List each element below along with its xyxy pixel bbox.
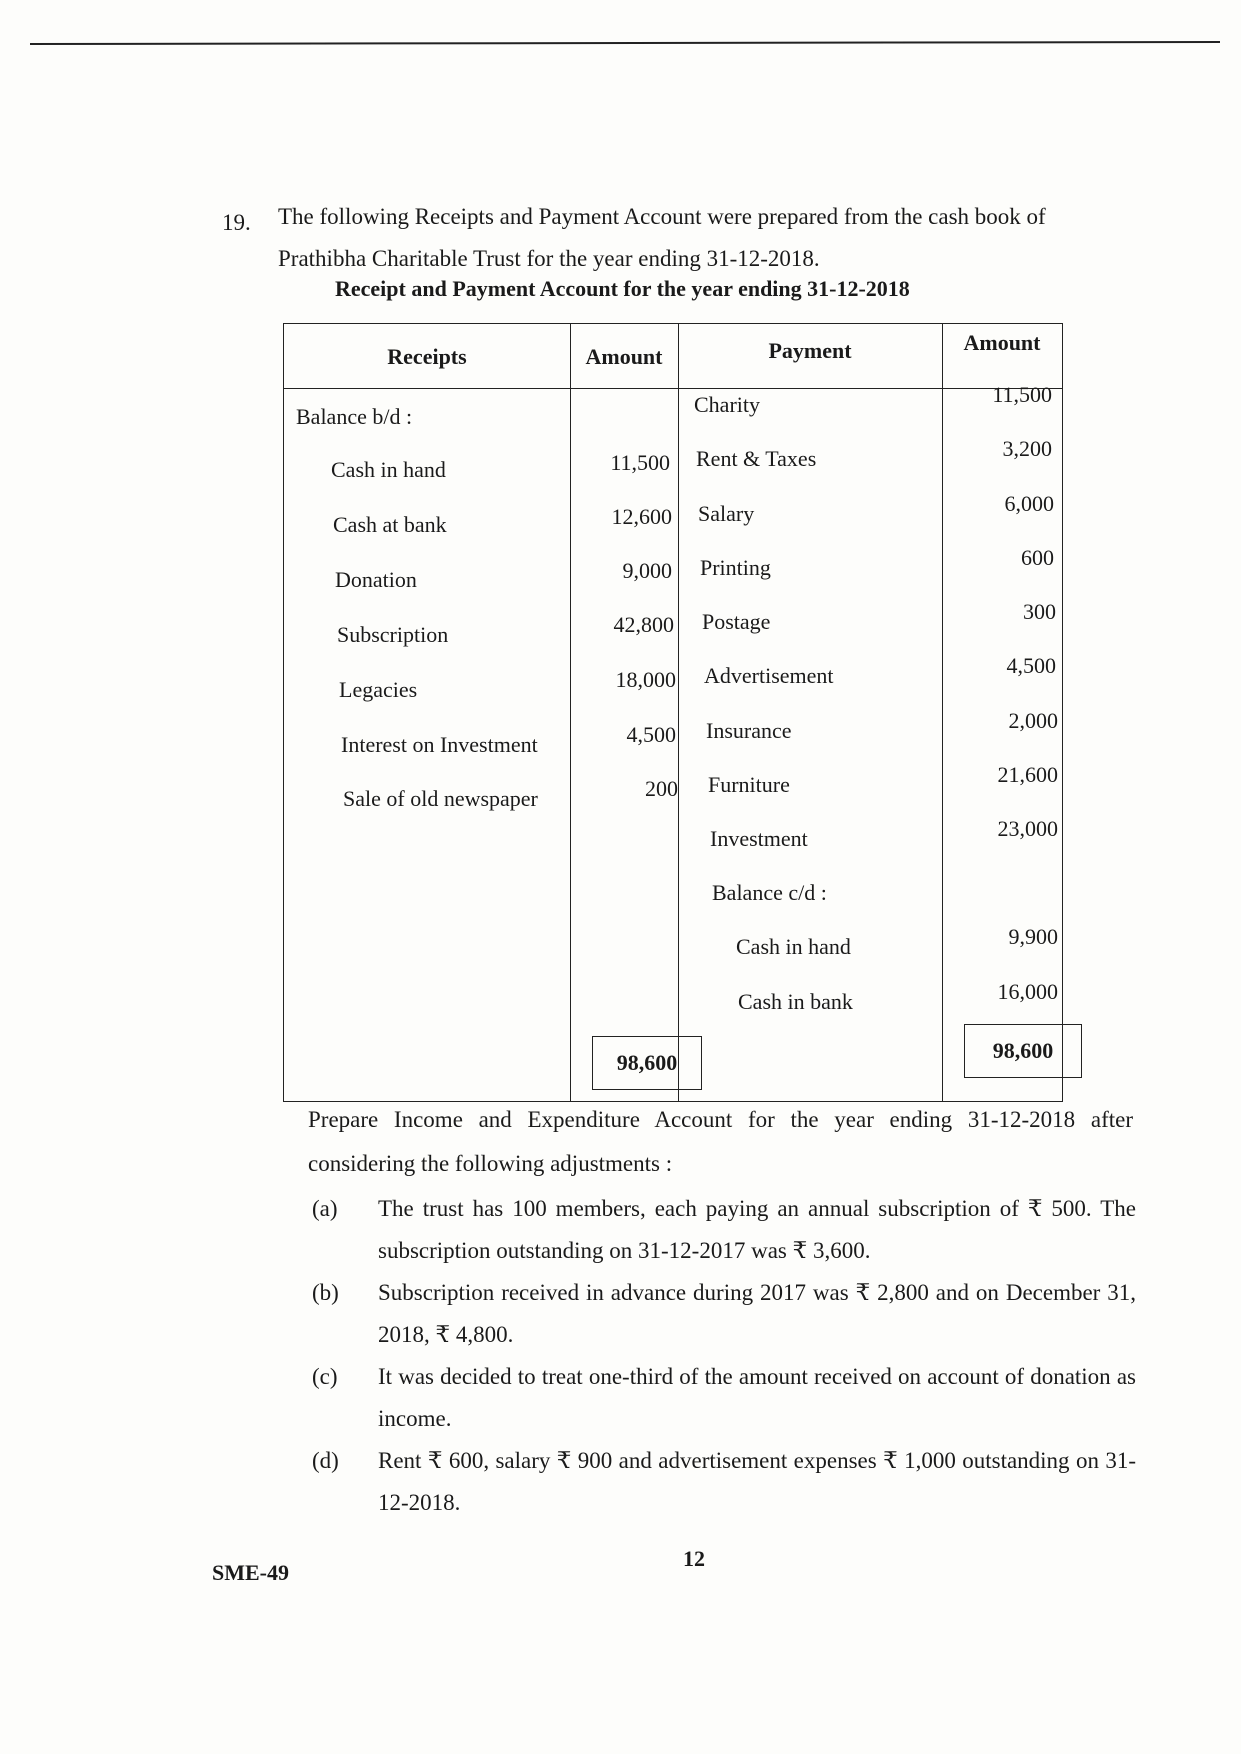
- payment-amount: 16,000: [997, 979, 1058, 1004]
- receipt-payment-table: [283, 323, 1063, 1102]
- payment-label: Investment: [710, 826, 808, 851]
- column-divider: [678, 324, 679, 1101]
- receipt-amount: 12,600: [611, 504, 672, 529]
- receipt-amount: 4,500: [626, 722, 676, 747]
- payment-label: Rent & Taxes: [696, 446, 817, 471]
- adjustment-text: It was decided to treat one-third of the amount received on account of donation as income.: [378, 1364, 1136, 1431]
- payment-amount: 9,900: [1008, 924, 1058, 949]
- payment-amount: 11,500: [992, 382, 1052, 407]
- receipt-amount: 11,500: [610, 450, 670, 475]
- total-receipts: 98,600: [592, 1036, 702, 1090]
- receipt-amount: 18,000: [615, 667, 676, 692]
- payment-amount: 300: [1023, 599, 1056, 624]
- receipt-amount: 42,800: [613, 612, 674, 637]
- adjustment-label: (b): [312, 1280, 339, 1305]
- adjustment-label: (a): [312, 1196, 338, 1221]
- payment-amount: 2,000: [1008, 708, 1058, 733]
- receipt-label: Interest on Investment: [341, 732, 538, 757]
- payment-label: Printing: [700, 555, 771, 580]
- receipt-label: Legacies: [339, 677, 418, 702]
- header-amount-payment: Amount: [963, 330, 1041, 355]
- receipt-label: Sale of old newspaper: [343, 786, 538, 811]
- payment-label: Furniture: [708, 772, 790, 797]
- header-amount-receipts: Amount: [585, 344, 663, 369]
- payment-amount: 3,200: [1002, 436, 1052, 461]
- receipt-amount: 9,000: [622, 558, 672, 583]
- paper-code: SME-49: [212, 1560, 289, 1585]
- payment-label: Cash in hand: [736, 934, 851, 959]
- column-divider: [570, 324, 571, 1101]
- adjustment-text: Rent ₹ 600, salary ₹ 900 and advertisement expenses ₹ 1,000 outstanding on 31-12-2018.: [378, 1448, 1136, 1515]
- header-rule: [30, 40, 1220, 46]
- table-title: Receipt and Payment Account for the year ending 31-12-2018: [335, 276, 910, 301]
- payment-label: Insurance: [706, 718, 792, 743]
- payment-label: Advertisement: [704, 663, 834, 688]
- adjustment-text: Subscription received in advance during 2017 was ₹ 2,800 and on December 31, 2018, ₹ 4,800.: [378, 1280, 1136, 1347]
- payment-label: Charity: [694, 392, 760, 417]
- payment-amount: 600: [1021, 545, 1054, 570]
- payment-label: Cash in bank: [738, 989, 853, 1014]
- payment-amount: 4,500: [1006, 653, 1056, 678]
- header-payment: Payment: [768, 338, 852, 363]
- receipt-label: Donation: [335, 567, 417, 592]
- question-text: The following Receipts and Payment Account were prepared from the cash book of Prathibha Charitable Trust for the year ending 31-12-2018.: [278, 204, 1046, 271]
- receipt-amount: 200: [645, 776, 678, 801]
- payment-label: Salary: [698, 501, 755, 526]
- question-number: 19.: [222, 210, 251, 235]
- adjustment-text: The trust has 100 members, each paying an annual subscription of ₹ 500. The subscription outstanding on 31-12-2017 was ₹ 3,600.: [378, 1196, 1136, 1263]
- payment-label: Balance c/d :: [712, 880, 827, 905]
- receipt-label: Balance b/d :: [296, 404, 413, 429]
- header-receipts: Receipts: [387, 344, 467, 369]
- adjustment-label: (c): [312, 1364, 338, 1389]
- payment-label: Postage: [702, 609, 771, 634]
- payment-amount: 23,000: [997, 816, 1058, 841]
- payment-amount: 21,600: [997, 762, 1058, 787]
- total-payments: 98,600: [964, 1024, 1082, 1078]
- adjustment-label: (d): [312, 1448, 339, 1473]
- payment-amount: 6,000: [1004, 491, 1054, 516]
- receipt-label: Subscription: [337, 622, 449, 647]
- receipt-label: Cash in hand: [331, 457, 446, 482]
- instruction-text: Prepare Income and Expenditure Account for the year ending 31-12-2018 after considering the following adjustments :: [308, 1107, 1133, 1176]
- page-number: 12: [683, 1546, 705, 1571]
- receipt-label: Cash at bank: [333, 512, 447, 537]
